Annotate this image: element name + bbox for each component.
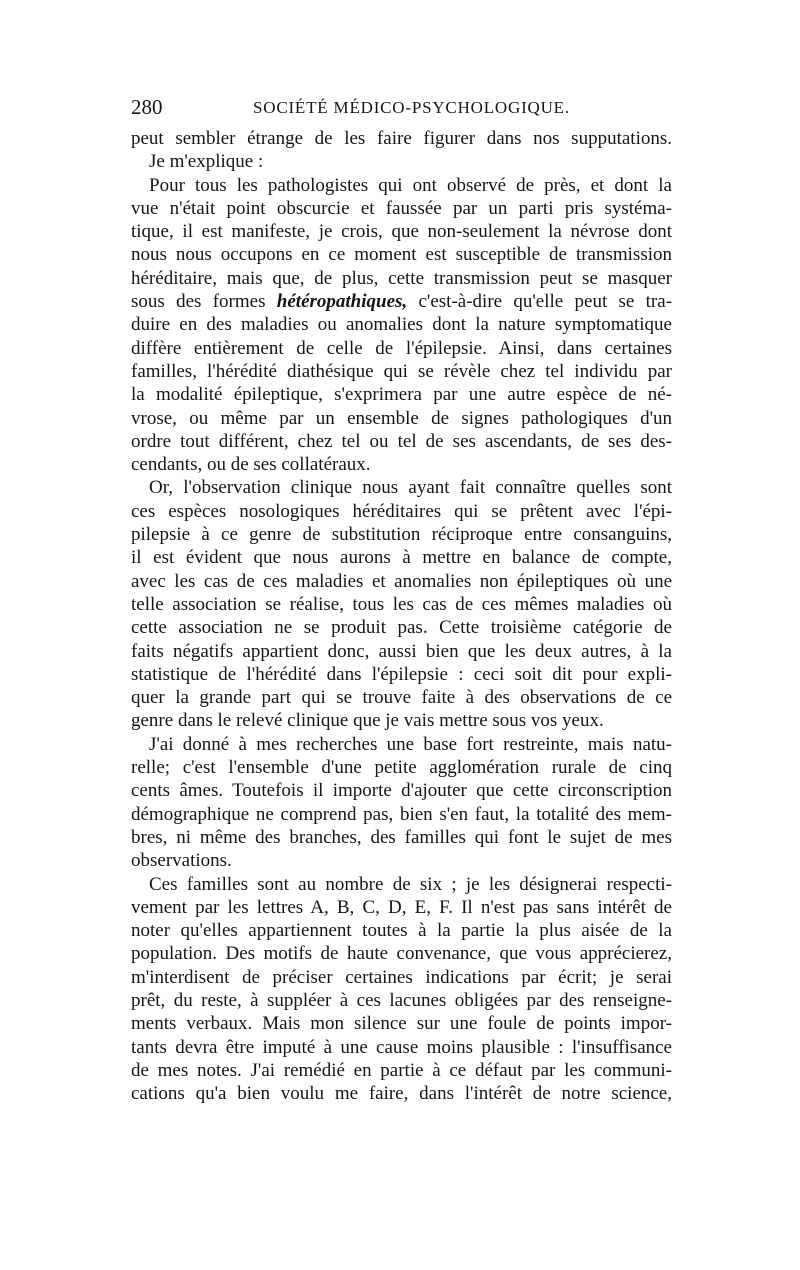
- text-line: diffère entièrement de celle de l'épilepsie. Ainsi, dans certaines: [131, 337, 672, 359]
- text-line: vue n'était point obscurcie et faussée par un parti pris systéma-: [131, 197, 672, 219]
- text-line: quer la grande part qui se trouve faite à des observations de ce: [131, 687, 672, 709]
- text-line: m'interdisent de préciser certaines indications par écrit; je serai: [131, 966, 672, 988]
- text-line: population. Des motifs de haute convenance, que vous apprécierez,: [131, 943, 672, 965]
- text-segment: sous des formes: [131, 291, 266, 313]
- italic-term: hétéropathiques,: [276, 291, 408, 313]
- text-line: faits négatifs appartient donc, aussi bien que les deux autres, à la: [131, 640, 672, 662]
- text-line: prêt, du reste, à suppléer à ces lacunes obligées par des renseigne-: [131, 989, 672, 1011]
- text-line: Pour tous les pathologistes qui ont observé de près, et dont la: [149, 174, 672, 196]
- running-head: SOCIÉTÉ MÉDICO-PSYCHOLOGIQUE.: [253, 98, 570, 117]
- page-number: 280: [131, 95, 163, 119]
- text-line: nous nous occupons en ce moment est susceptible de transmission: [131, 244, 672, 266]
- text-line: ces espèces nosologiques héréditaires qui se prêtent avec l'épi-: [131, 500, 672, 522]
- text-line: genre dans le relevé clinique que je vais mettre sous vos yeux.: [131, 710, 604, 732]
- text-line: relle; c'est l'ensemble d'une petite agglomération rurale de cinq: [131, 757, 672, 779]
- text-line: observations.: [131, 850, 232, 872]
- text-line: avec les cas de ces maladies et anomalies non épileptiques où une: [131, 570, 672, 592]
- text-line: peut sembler étrange de les faire figurer dans nos supputations.: [131, 128, 672, 149]
- page-header: [131, 93, 672, 121]
- text-line: cette association ne se produit pas. Cette troisième catégorie de: [131, 617, 672, 639]
- text-line: bres, ni même des branches, des familles qui font le sujet de mes: [131, 826, 672, 848]
- text-line: vement par les lettres A, B, C, D, E, F. Il n'est pas sans intérêt de: [131, 896, 672, 918]
- text-line: cations qu'a bien voulu me faire, dans l'intérêt de notre science,: [131, 1083, 672, 1105]
- text-line: cendants, ou de ses collatéraux.: [131, 454, 371, 476]
- text-line: ments verbaux. Mais mon silence sur une foule de points impor-: [131, 1013, 672, 1035]
- text-line: Or, l'observation clinique nous ayant fait connaître quelles sont: [149, 477, 672, 499]
- text-line: la modalité épileptique, s'exprimera par une autre espèce de né-: [131, 384, 672, 406]
- text-line: familles, l'hérédité diathésique qui se révèle chez tel individu par: [131, 360, 672, 382]
- text-line: [131, 290, 672, 313]
- text-line: telle association se réalise, tous les cas de ces mêmes maladies où: [131, 593, 672, 615]
- text-line: statistique de l'hérédité dans l'épilepsie : ceci soit dit pour expli-: [131, 663, 672, 685]
- text-line: noter qu'elles appartiennent toutes à la partie la plus aisée de la: [131, 920, 672, 942]
- text-line: ordre tout différent, chez tel ou tel de ses ascendants, de ses des-: [131, 430, 672, 452]
- text-line: vrose, ou même par un ensemble de signes pathologiques d'un: [131, 407, 672, 429]
- text-line: cents âmes. Toutefois il importe d'ajouter que cette circonscription: [131, 780, 672, 802]
- text-line: de mes notes. J'ai remédié en partie à ce défaut par les communi-: [131, 1059, 672, 1081]
- text-line: pilepsie à ce genre de substitution réciproque entre consanguins,: [131, 524, 672, 546]
- body-text: [131, 127, 672, 1105]
- text-line: héréditaire, mais que, de plus, cette transmission peut se masquer: [131, 267, 672, 289]
- text-line: duire en des maladies ou anomalies dont la nature symptomatique: [131, 314, 672, 336]
- text-line: il est évident que nous aurons à mettre en balance de compte,: [131, 547, 672, 569]
- text-line: tique, il est manifeste, je crois, que non-seulement la névrose dont: [131, 221, 672, 243]
- text-line: Je m'explique :: [149, 151, 264, 173]
- text-line: démographique ne comprend pas, bien s'en faut, la totalité des mem-: [131, 803, 672, 825]
- text-line: J'ai donné à mes recherches une base fort restreinte, mais natu-: [149, 733, 672, 755]
- text-line: Ces familles sont au nombre de six ; je les désignerai respecti-: [149, 873, 672, 895]
- text-line: tants devra être imputé à une cause moins plausible : l'insuffisance: [131, 1036, 672, 1058]
- text-segment: c'est-à-dire qu'elle peut se tra-: [418, 291, 672, 313]
